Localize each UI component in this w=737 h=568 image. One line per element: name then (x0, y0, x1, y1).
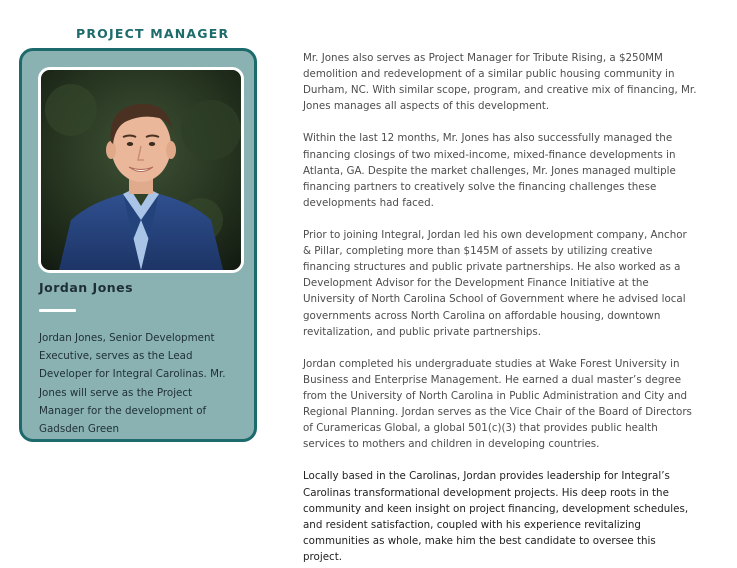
paragraph-local-leadership: Locally based in the Carolinas, Jordan provides leadership for Integral’s Carolinas transformational development projects. His deep roots in the community and keen insight on project financing, development schedules, and resident satisfaction, coupled with his experience revitalizing communities as whole, make him the best candidate to oversee this project. (303, 470, 689, 563)
paragraph-education: Jordan completed his undergraduate studies at Wake Forest University in Business and Enterprise Management. He earned a dual master’s degree from the University of North Carolina in Public Administration and City and Regional Planning. Jordan serves as the Vice Chair of the Board of Directors of Curamericas Global, a global 501(c)(3) that provides public health services to mothers and children in developing countries. (303, 357, 692, 451)
portrait-image (41, 70, 241, 270)
biography-text (303, 50, 698, 568)
paragraph-atlanta-closings: Within the last 12 months, Mr. Jones has also successfully managed the financing closings of two mixed-income, mixed-finance developments in Atlanta, GA. Despite the market challenges, Mr. Jones managed multiple financing partners to creatively solve the financing challenges these developments had faced. (303, 132, 676, 209)
paragraph-prior-experience: Prior to joining Integral, Jordan led his own development company, Anchor & Pillar, completing more than $145M of assets by utilizing creative financing structures and public private partnerships. He also worked as a Development Advisor for the Development Finance Initiative at the University of North Carolina School of Government where he advised local governments across North Carolina on affordable housing, downtown revitalization, and public private partnerships. (303, 229, 687, 338)
profile-photo (38, 67, 244, 273)
paragraph-tribute-rising: Mr. Jones also serves as Project Manager for Tribute Rising, a $250MM demolition and redevelopment of a similar public housing community in Durham, NC. With similar scope, program, and creative mix of financing, Mr. Jones manages all aspects of this development. (303, 52, 697, 113)
section-heading: PROJECT MANAGER (76, 26, 230, 41)
bio-summary: Jordan Jones, Senior Development Executive, serves as the Lead Developer for Integral Carolinas. Mr. Jones will serve as the Project Manager for the development of Gadsden Green (39, 332, 226, 436)
profile-card (19, 48, 257, 442)
person-name: Jordan Jones (39, 280, 134, 295)
name-underline-divider (39, 309, 76, 312)
